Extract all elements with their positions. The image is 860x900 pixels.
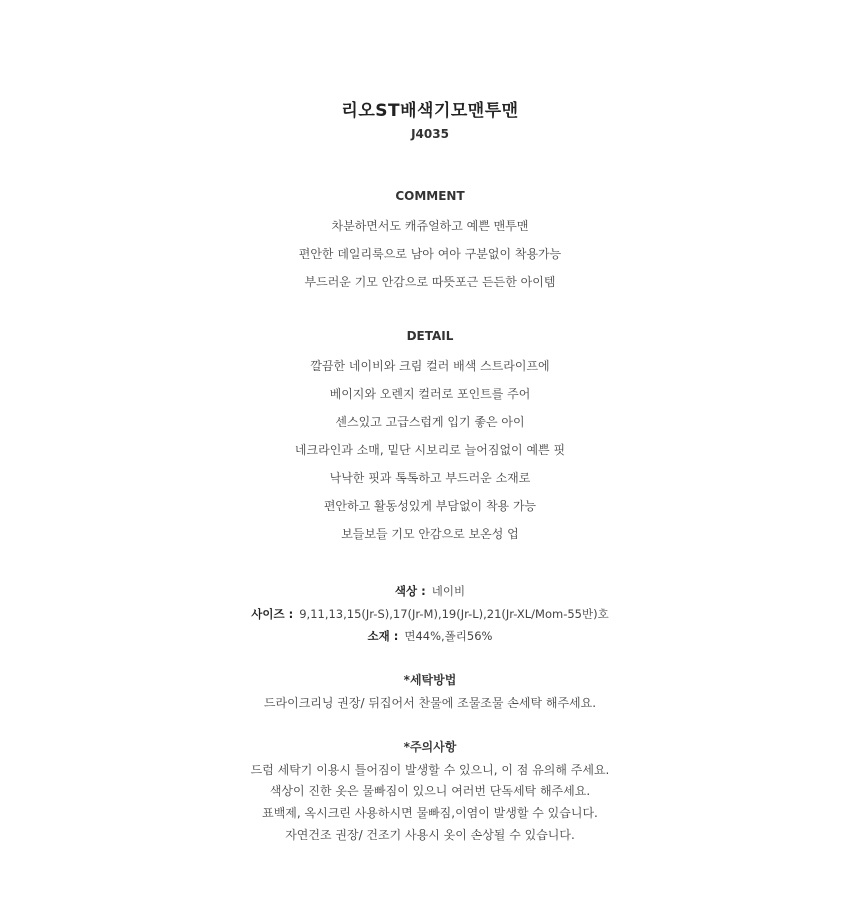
spec-material-value: 면44%,폴리56% [404,629,493,643]
comment-line: 차분하면서도 캐쥬얼하고 예쁜 맨투맨 [331,219,529,233]
comment-heading: COMMENT [395,189,465,203]
product-title: 리오ST배색기모맨투맨 [341,101,519,121]
detail-line: 낙낙한 핏과 톡톡하고 부드러운 소재로 [329,471,531,485]
detail-line: 깔끔한 네이비와 크림 컬러 배색 스트라이프에 [310,359,550,373]
spec-color [0,583,860,599]
spec-size [0,606,860,622]
caution-line: 색상이 진한 옷은 물빠짐이 있으니 여러번 단독세탁 해주세요. [269,784,591,798]
detail-heading: DETAIL [406,329,454,343]
spec-color-label: 색상 : [394,584,426,598]
detail-line: 센스있고 고급스럽게 입기 좋은 아이 [335,415,525,429]
detail-line: 네크라인과 소매, 밑단 시보리로 늘어짐없이 예쁜 핏 [294,443,566,457]
washing-heading: *세탁방법 [403,673,457,687]
caution-line: 표백제, 옥시크린 사용하시면 물빠짐,이염이 발생할 수 있습니다. [262,806,598,820]
spec-material [0,628,860,644]
comment-line: 부드러운 기모 안감으로 따뜻포근 든든한 아이템 [304,275,556,289]
spec-color-value: 네이비 [431,584,466,598]
spec-material-label: 소재 : [367,629,399,643]
caution-line: 드럼 세탁기 이용시 틀어짐이 발생할 수 있으니, 이 점 유의해 주세요. [250,763,610,777]
caution-line: 자연건조 권장/ 건조기 사용시 옷이 손상될 수 있습니다. [285,828,575,842]
caution-heading: *주의사항 [403,740,457,754]
detail-line: 보들보들 기모 안감으로 보온성 업 [341,527,519,541]
washing-line: 드라이크리닝 권장/ 뒤집어서 찬물에 조물조물 손세탁 해주세요. [263,696,597,710]
product-code: J4035 [411,127,449,141]
spec-size-value: 9,11,13,15(Jr-S),17(Jr-M),19(Jr-L),21(Jr-XL/Mom-55반)호 [299,607,609,621]
spec-size-label: 사이즈 : [251,607,294,621]
detail-line: 베이지와 오렌지 컬러로 포인트를 주어 [329,387,531,401]
detail-line: 편안하고 활동성있게 부담없이 착용 가능 [323,499,537,513]
comment-line: 편안한 데일리룩으로 남아 여아 구분없이 착용가능 [298,247,562,261]
